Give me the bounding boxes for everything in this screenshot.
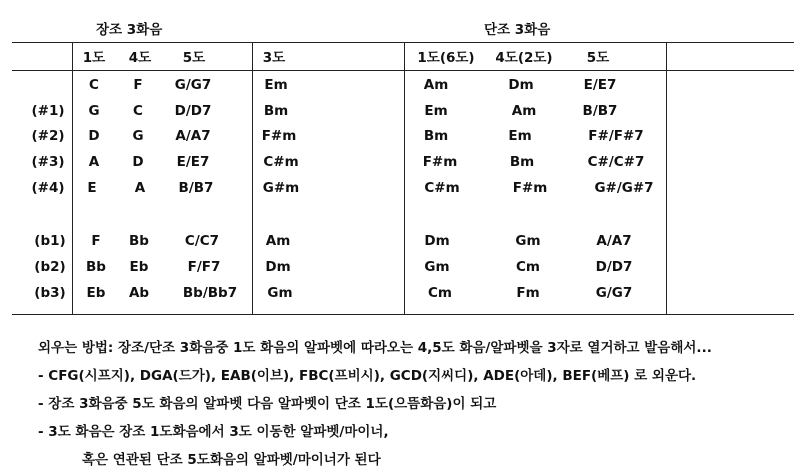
major-4-chord: Eb xyxy=(129,259,149,275)
table-bottom-border xyxy=(12,314,794,315)
third-chord: C#m xyxy=(263,154,299,170)
major-col-4: 4도 xyxy=(128,50,152,66)
minor-4-chord: Cm xyxy=(516,259,540,275)
minor-5-chord: A/A7 xyxy=(596,233,632,249)
row-label: (#3) xyxy=(31,154,65,170)
major-col-5: 5도 xyxy=(182,50,206,66)
minor-5-chord: B/B7 xyxy=(582,103,618,119)
major-5-chord: E/E7 xyxy=(176,154,210,170)
col-divider-major xyxy=(252,42,253,314)
minor-1-chord: Cm xyxy=(428,285,452,301)
major-5-chord: G/G7 xyxy=(174,77,212,93)
major-5-chord: B/B7 xyxy=(178,180,214,196)
major-5-chord: F/F7 xyxy=(187,259,221,275)
col-divider-label xyxy=(72,42,73,314)
third-chord: Gm xyxy=(267,285,293,301)
notes-line-5: 혹은 연관된 단조 5도화음의 알파벳/마이너가 된다 xyxy=(82,452,381,468)
third-chord: Bm xyxy=(263,103,289,119)
major-5-chord: D/D7 xyxy=(174,103,212,119)
minor-4-chord: Dm xyxy=(508,77,534,93)
third-chord: Em xyxy=(264,77,288,93)
minor-1-chord: Dm xyxy=(424,233,450,249)
memorization-notes xyxy=(38,334,712,474)
major-4-chord: F xyxy=(133,77,143,93)
major-1-chord: E xyxy=(87,180,97,196)
minor-5-chord: C#/C#7 xyxy=(587,154,645,170)
table-top-border xyxy=(12,42,794,43)
minor-col-1: 1도(6도) xyxy=(417,50,475,66)
third-chord: Dm xyxy=(265,259,291,275)
third-chord: F#m xyxy=(261,128,297,144)
col-divider-3rd xyxy=(404,42,405,314)
major-5-chord: A/A7 xyxy=(175,128,211,144)
notes-line-2: - CFG(시프지), DGA(드가), EAB(이브), FBC(프비시), GCD(지씨디), ADE(아데), BEF(베프) 로 외운다. xyxy=(38,368,697,384)
major-1-chord: A xyxy=(88,154,100,170)
minor-4-chord: Bm xyxy=(509,154,535,170)
minor-4-chord: Gm xyxy=(515,233,541,249)
major-4-chord: A xyxy=(134,180,146,196)
minor-1-chord: Am xyxy=(423,77,449,93)
minor-1-chord: F#m xyxy=(422,154,458,170)
chord-table xyxy=(12,14,794,314)
major-1-chord: C xyxy=(89,77,99,93)
notes-line-4: - 3도 화음은 장조 1도화음에서 3도 이동한 알파벳/마이너, xyxy=(38,424,389,440)
minor-4-chord: Am xyxy=(511,103,537,119)
major-4-chord: D xyxy=(132,154,144,170)
row-label: (b3) xyxy=(34,285,66,301)
minor-5-chord: G#/G#7 xyxy=(594,180,654,196)
row-label: (b2) xyxy=(34,259,66,275)
major-1-chord: F xyxy=(91,233,101,249)
major-1-chord: Eb xyxy=(86,285,106,301)
minor-5-chord: D/D7 xyxy=(595,259,633,275)
header-divider xyxy=(12,70,794,71)
third-chord: G#m xyxy=(262,180,300,196)
minor-5-chord: F#/F#7 xyxy=(588,128,644,144)
minor-4-chord: F#m xyxy=(512,180,548,196)
major-1-chord: G xyxy=(88,103,100,119)
minor-4-chord: Fm xyxy=(516,285,540,301)
major-col-1: 1도 xyxy=(82,50,106,66)
minor-triad-header: 단조 3화음 xyxy=(484,22,551,38)
col-divider-minor xyxy=(666,42,667,314)
notes-line-1: 외우는 방법: 장조/단조 3화음중 1도 화음의 알파벳에 따라오는 4,5도 화음/알파벳을 3자로 열거하고 발음해서... xyxy=(38,340,712,356)
minor-1-chord: Em xyxy=(424,103,448,119)
row-label: (#4) xyxy=(31,180,65,196)
minor-5-chord: E/E7 xyxy=(583,77,617,93)
major-5-chord: Bb/Bb7 xyxy=(182,285,238,301)
major-4-chord: C xyxy=(133,103,143,119)
minor-1-chord: Gm xyxy=(424,259,450,275)
notes-line-3: - 장조 3화음중 5도 화음의 알파벳 다음 알파벳이 단조 1도(으뜸화음)이 되고 xyxy=(38,396,497,412)
major-4-chord: Bb xyxy=(129,233,149,249)
third-chord: Am xyxy=(265,233,291,249)
minor-5-chord: G/G7 xyxy=(595,285,633,301)
minor-col-4: 4도(2도) xyxy=(495,50,553,66)
minor-4-chord: Em xyxy=(508,128,532,144)
major-5-chord: C/C7 xyxy=(184,233,220,249)
row-label: (#2) xyxy=(31,128,65,144)
col-3rd: 3도 xyxy=(262,50,286,66)
major-1-chord: Bb xyxy=(86,259,106,275)
major-1-chord: D xyxy=(88,128,100,144)
minor-1-chord: C#m xyxy=(424,180,460,196)
row-label: (#1) xyxy=(31,103,65,119)
major-4-chord: G xyxy=(132,128,144,144)
minor-col-5: 5도 xyxy=(586,50,610,66)
row-label: (b1) xyxy=(34,233,66,249)
major-4-chord: Ab xyxy=(128,285,150,301)
minor-1-chord: Bm xyxy=(423,128,449,144)
major-triad-header: 장조 3화음 xyxy=(96,22,163,38)
